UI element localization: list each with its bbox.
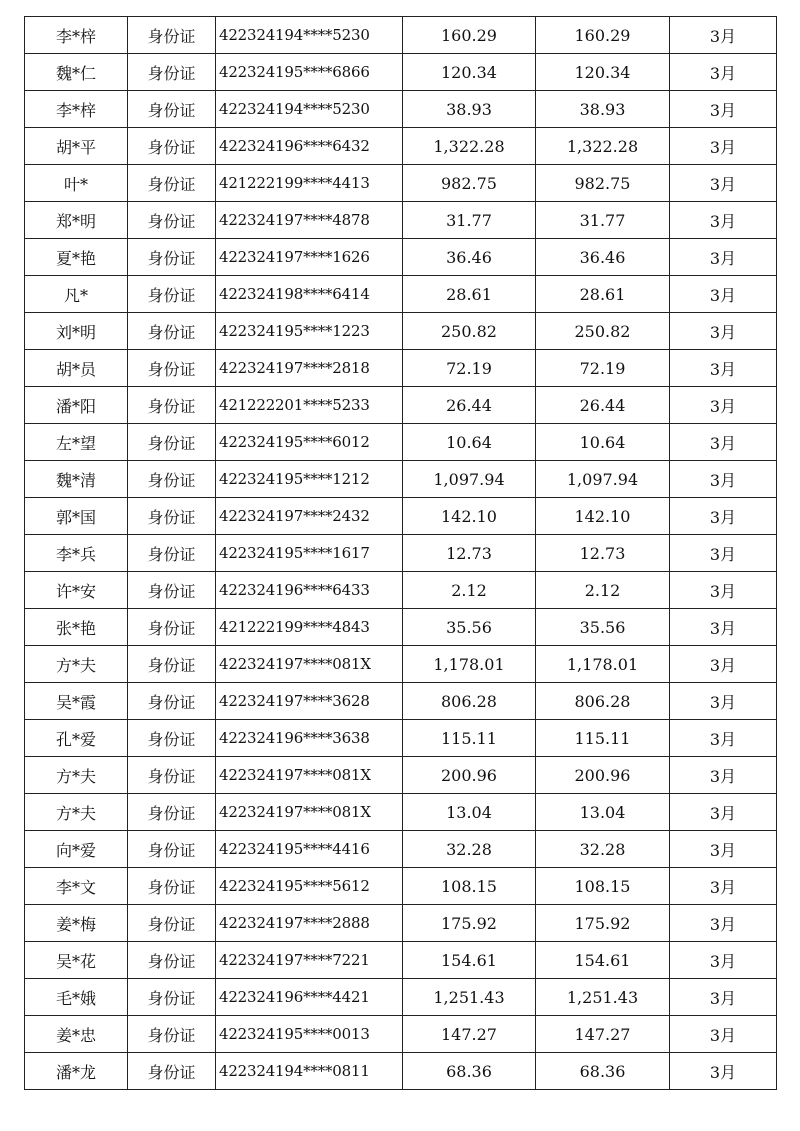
id-number-cell: 422324195****6866 [216,54,403,91]
amount-cell: 26.44 [403,387,536,424]
paid-amount-cell: 12.73 [536,535,670,572]
name-cell: 郑*明 [25,202,128,239]
id-number-cell: 422324197****1626 [216,239,403,276]
amount-cell: 35.56 [403,609,536,646]
month-cell: 3月 [670,17,777,54]
month-cell: 3月 [670,165,777,202]
paid-amount-cell: 68.36 [536,1053,670,1090]
amount-cell: 142.10 [403,498,536,535]
month-cell: 3月 [670,498,777,535]
table-row [25,239,777,276]
month-cell: 3月 [670,54,777,91]
id-number-cell: 422324194****5230 [216,17,403,54]
paid-amount-cell: 72.19 [536,350,670,387]
id-type-cell: 身份证 [128,91,216,128]
id-number-cell: 422324196****4421 [216,979,403,1016]
amount-cell: 160.29 [403,17,536,54]
month-cell: 3月 [670,720,777,757]
table-row [25,831,777,868]
table-row [25,720,777,757]
table-row [25,350,777,387]
table-row [25,17,777,54]
table-row [25,757,777,794]
name-cell: 许*安 [25,572,128,609]
paid-amount-cell: 10.64 [536,424,670,461]
paid-amount-cell: 200.96 [536,757,670,794]
paid-amount-cell: 26.44 [536,387,670,424]
table-row [25,387,777,424]
month-cell: 3月 [670,535,777,572]
name-cell: 夏*艳 [25,239,128,276]
id-type-cell: 身份证 [128,350,216,387]
paid-amount-cell: 175.92 [536,905,670,942]
paid-amount-cell: 1,322.28 [536,128,670,165]
table-row [25,202,777,239]
id-type-cell: 身份证 [128,17,216,54]
name-cell: 左*望 [25,424,128,461]
table-row [25,165,777,202]
table-row [25,942,777,979]
name-cell: 姜*忠 [25,1016,128,1053]
id-number-cell: 422324196****6432 [216,128,403,165]
table-row [25,424,777,461]
amount-cell: 806.28 [403,683,536,720]
table-row [25,979,777,1016]
name-cell: 李*梓 [25,91,128,128]
amount-cell: 31.77 [403,202,536,239]
month-cell: 3月 [670,868,777,905]
id-type-cell: 身份证 [128,498,216,535]
amount-cell: 1,178.01 [403,646,536,683]
id-type-cell: 身份证 [128,461,216,498]
table-row [25,868,777,905]
id-number-cell: 422324197****3628 [216,683,403,720]
id-number-cell: 422324196****6433 [216,572,403,609]
table-body [25,17,777,1090]
id-type-cell: 身份证 [128,128,216,165]
amount-cell: 250.82 [403,313,536,350]
paid-amount-cell: 806.28 [536,683,670,720]
month-cell: 3月 [670,794,777,831]
amount-cell: 108.15 [403,868,536,905]
amount-cell: 200.96 [403,757,536,794]
name-cell: 方*夫 [25,646,128,683]
paid-amount-cell: 154.61 [536,942,670,979]
name-cell: 叶* [25,165,128,202]
name-cell: 李*文 [25,868,128,905]
id-number-cell: 421222199****4843 [216,609,403,646]
table-row [25,276,777,313]
amount-cell: 120.34 [403,54,536,91]
id-number-cell: 422324195****1212 [216,461,403,498]
paid-amount-cell: 982.75 [536,165,670,202]
name-cell: 胡*平 [25,128,128,165]
table-row [25,905,777,942]
amount-cell: 13.04 [403,794,536,831]
month-cell: 3月 [670,461,777,498]
amount-cell: 68.36 [403,1053,536,1090]
table-row [25,461,777,498]
id-type-cell: 身份证 [128,720,216,757]
name-cell: 潘*龙 [25,1053,128,1090]
name-cell: 刘*明 [25,313,128,350]
payment-table [24,16,777,1090]
id-number-cell: 422324195****5612 [216,868,403,905]
name-cell: 凡* [25,276,128,313]
name-cell: 张*艳 [25,609,128,646]
amount-cell: 1,322.28 [403,128,536,165]
table-row [25,572,777,609]
paid-amount-cell: 142.10 [536,498,670,535]
month-cell: 3月 [670,313,777,350]
table-row [25,1016,777,1053]
id-number-cell: 422324195****6012 [216,424,403,461]
paid-amount-cell: 108.15 [536,868,670,905]
table-row [25,1053,777,1090]
paid-amount-cell: 38.93 [536,91,670,128]
amount-cell: 72.19 [403,350,536,387]
paid-amount-cell: 250.82 [536,313,670,350]
name-cell: 魏*仁 [25,54,128,91]
month-cell: 3月 [670,276,777,313]
paid-amount-cell: 2.12 [536,572,670,609]
name-cell: 吴*花 [25,942,128,979]
id-type-cell: 身份证 [128,646,216,683]
name-cell: 方*夫 [25,794,128,831]
month-cell: 3月 [670,942,777,979]
table-row [25,91,777,128]
month-cell: 3月 [670,905,777,942]
id-type-cell: 身份证 [128,757,216,794]
id-type-cell: 身份证 [128,1053,216,1090]
table-row [25,498,777,535]
id-number-cell: 422324197****4878 [216,202,403,239]
amount-cell: 1,097.94 [403,461,536,498]
name-cell: 向*爱 [25,831,128,868]
amount-cell: 28.61 [403,276,536,313]
id-type-cell: 身份证 [128,683,216,720]
table-row [25,609,777,646]
id-type-cell: 身份证 [128,794,216,831]
month-cell: 3月 [670,1053,777,1090]
paid-amount-cell: 115.11 [536,720,670,757]
month-cell: 3月 [670,831,777,868]
id-type-cell: 身份证 [128,424,216,461]
amount-cell: 982.75 [403,165,536,202]
id-number-cell: 422324197****7221 [216,942,403,979]
paid-amount-cell: 147.27 [536,1016,670,1053]
id-type-cell: 身份证 [128,979,216,1016]
paid-amount-cell: 160.29 [536,17,670,54]
amount-cell: 10.64 [403,424,536,461]
name-cell: 郭*国 [25,498,128,535]
table-row [25,646,777,683]
id-number-cell: 422324197****081X [216,794,403,831]
table-row [25,54,777,91]
paid-amount-cell: 1,097.94 [536,461,670,498]
table-row [25,683,777,720]
id-type-cell: 身份证 [128,868,216,905]
id-number-cell: 421222201****5233 [216,387,403,424]
table-row [25,128,777,165]
month-cell: 3月 [670,387,777,424]
id-number-cell: 422324197****081X [216,757,403,794]
id-type-cell: 身份证 [128,831,216,868]
amount-cell: 12.73 [403,535,536,572]
amount-cell: 175.92 [403,905,536,942]
month-cell: 3月 [670,646,777,683]
id-number-cell: 422324195****1617 [216,535,403,572]
name-cell: 潘*阳 [25,387,128,424]
document-page [24,16,776,1090]
name-cell: 李*兵 [25,535,128,572]
id-number-cell: 422324195****1223 [216,313,403,350]
id-type-cell: 身份证 [128,942,216,979]
amount-cell: 2.12 [403,572,536,609]
amount-cell: 154.61 [403,942,536,979]
name-cell: 姜*梅 [25,905,128,942]
id-type-cell: 身份证 [128,165,216,202]
name-cell: 方*夫 [25,757,128,794]
id-type-cell: 身份证 [128,387,216,424]
id-type-cell: 身份证 [128,572,216,609]
id-type-cell: 身份证 [128,239,216,276]
paid-amount-cell: 1,251.43 [536,979,670,1016]
month-cell: 3月 [670,609,777,646]
month-cell: 3月 [670,979,777,1016]
id-type-cell: 身份证 [128,276,216,313]
paid-amount-cell: 32.28 [536,831,670,868]
month-cell: 3月 [670,683,777,720]
id-number-cell: 422324197****2888 [216,905,403,942]
paid-amount-cell: 36.46 [536,239,670,276]
table-row [25,313,777,350]
amount-cell: 38.93 [403,91,536,128]
id-type-cell: 身份证 [128,905,216,942]
month-cell: 3月 [670,91,777,128]
month-cell: 3月 [670,1016,777,1053]
name-cell: 毛*娥 [25,979,128,1016]
name-cell: 孔*爱 [25,720,128,757]
id-number-cell: 422324197****081X [216,646,403,683]
amount-cell: 36.46 [403,239,536,276]
month-cell: 3月 [670,350,777,387]
id-number-cell: 422324197****2432 [216,498,403,535]
paid-amount-cell: 28.61 [536,276,670,313]
table-row [25,535,777,572]
name-cell: 李*梓 [25,17,128,54]
id-type-cell: 身份证 [128,313,216,350]
id-number-cell: 422324194****0811 [216,1053,403,1090]
amount-cell: 147.27 [403,1016,536,1053]
id-type-cell: 身份证 [128,535,216,572]
name-cell: 胡*员 [25,350,128,387]
id-type-cell: 身份证 [128,202,216,239]
amount-cell: 115.11 [403,720,536,757]
id-number-cell: 422324197****2818 [216,350,403,387]
month-cell: 3月 [670,424,777,461]
table-row [25,794,777,831]
id-number-cell: 422324195****4416 [216,831,403,868]
paid-amount-cell: 120.34 [536,54,670,91]
id-type-cell: 身份证 [128,1016,216,1053]
paid-amount-cell: 35.56 [536,609,670,646]
month-cell: 3月 [670,572,777,609]
paid-amount-cell: 13.04 [536,794,670,831]
name-cell: 吴*霞 [25,683,128,720]
id-number-cell: 422324198****6414 [216,276,403,313]
id-number-cell: 421222199****4413 [216,165,403,202]
month-cell: 3月 [670,128,777,165]
id-number-cell: 422324195****0013 [216,1016,403,1053]
month-cell: 3月 [670,239,777,276]
month-cell: 3月 [670,202,777,239]
name-cell: 魏*清 [25,461,128,498]
id-number-cell: 422324194****5230 [216,91,403,128]
paid-amount-cell: 1,178.01 [536,646,670,683]
amount-cell: 1,251.43 [403,979,536,1016]
id-number-cell: 422324196****3638 [216,720,403,757]
amount-cell: 32.28 [403,831,536,868]
id-type-cell: 身份证 [128,54,216,91]
id-type-cell: 身份证 [128,609,216,646]
month-cell: 3月 [670,757,777,794]
paid-amount-cell: 31.77 [536,202,670,239]
